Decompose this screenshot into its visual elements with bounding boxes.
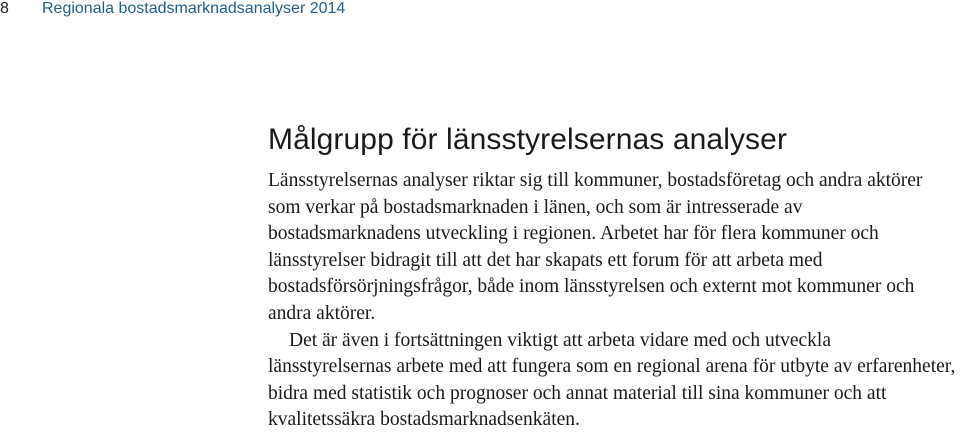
section-title: Målgrupp för länsstyrelsernas analyser — [268, 123, 788, 156]
section-content — [268, 120, 956, 434]
page-number: 8 — [0, 0, 9, 17]
page-header — [0, 0, 960, 24]
body-paragraph-1: Länsstyrelsernas analyser riktar sig till kommuner, bostadsföretag och andra aktörer som verkar på bostadsmarknaden i länen, och som är intresserade av bostadsmarknadens utveckling i regionen. Arbetet har för flera kommuner och länsstyrelser bidragit till att det har skapats ett forum för att arbeta med bostadsförsörjningsfrågor, både inom länsstyrelsen och externt mot kommuner och andra aktörer. — [268, 170, 923, 324]
body-paragraph-2: Det är även i fortsättningen viktigt att arbeta vidare med och utveckla länsstyrelsernas arbete med att fungera som en regional arena för utbyte av erfarenheter, bidra med statistik och prognoser och annat material till sina kommuner och att kvalitetssäkra bostadsmarknadsenkäten. — [268, 329, 956, 431]
running-title: Regionala bostadsmarknadsanalyser 2014 — [42, 0, 346, 17]
